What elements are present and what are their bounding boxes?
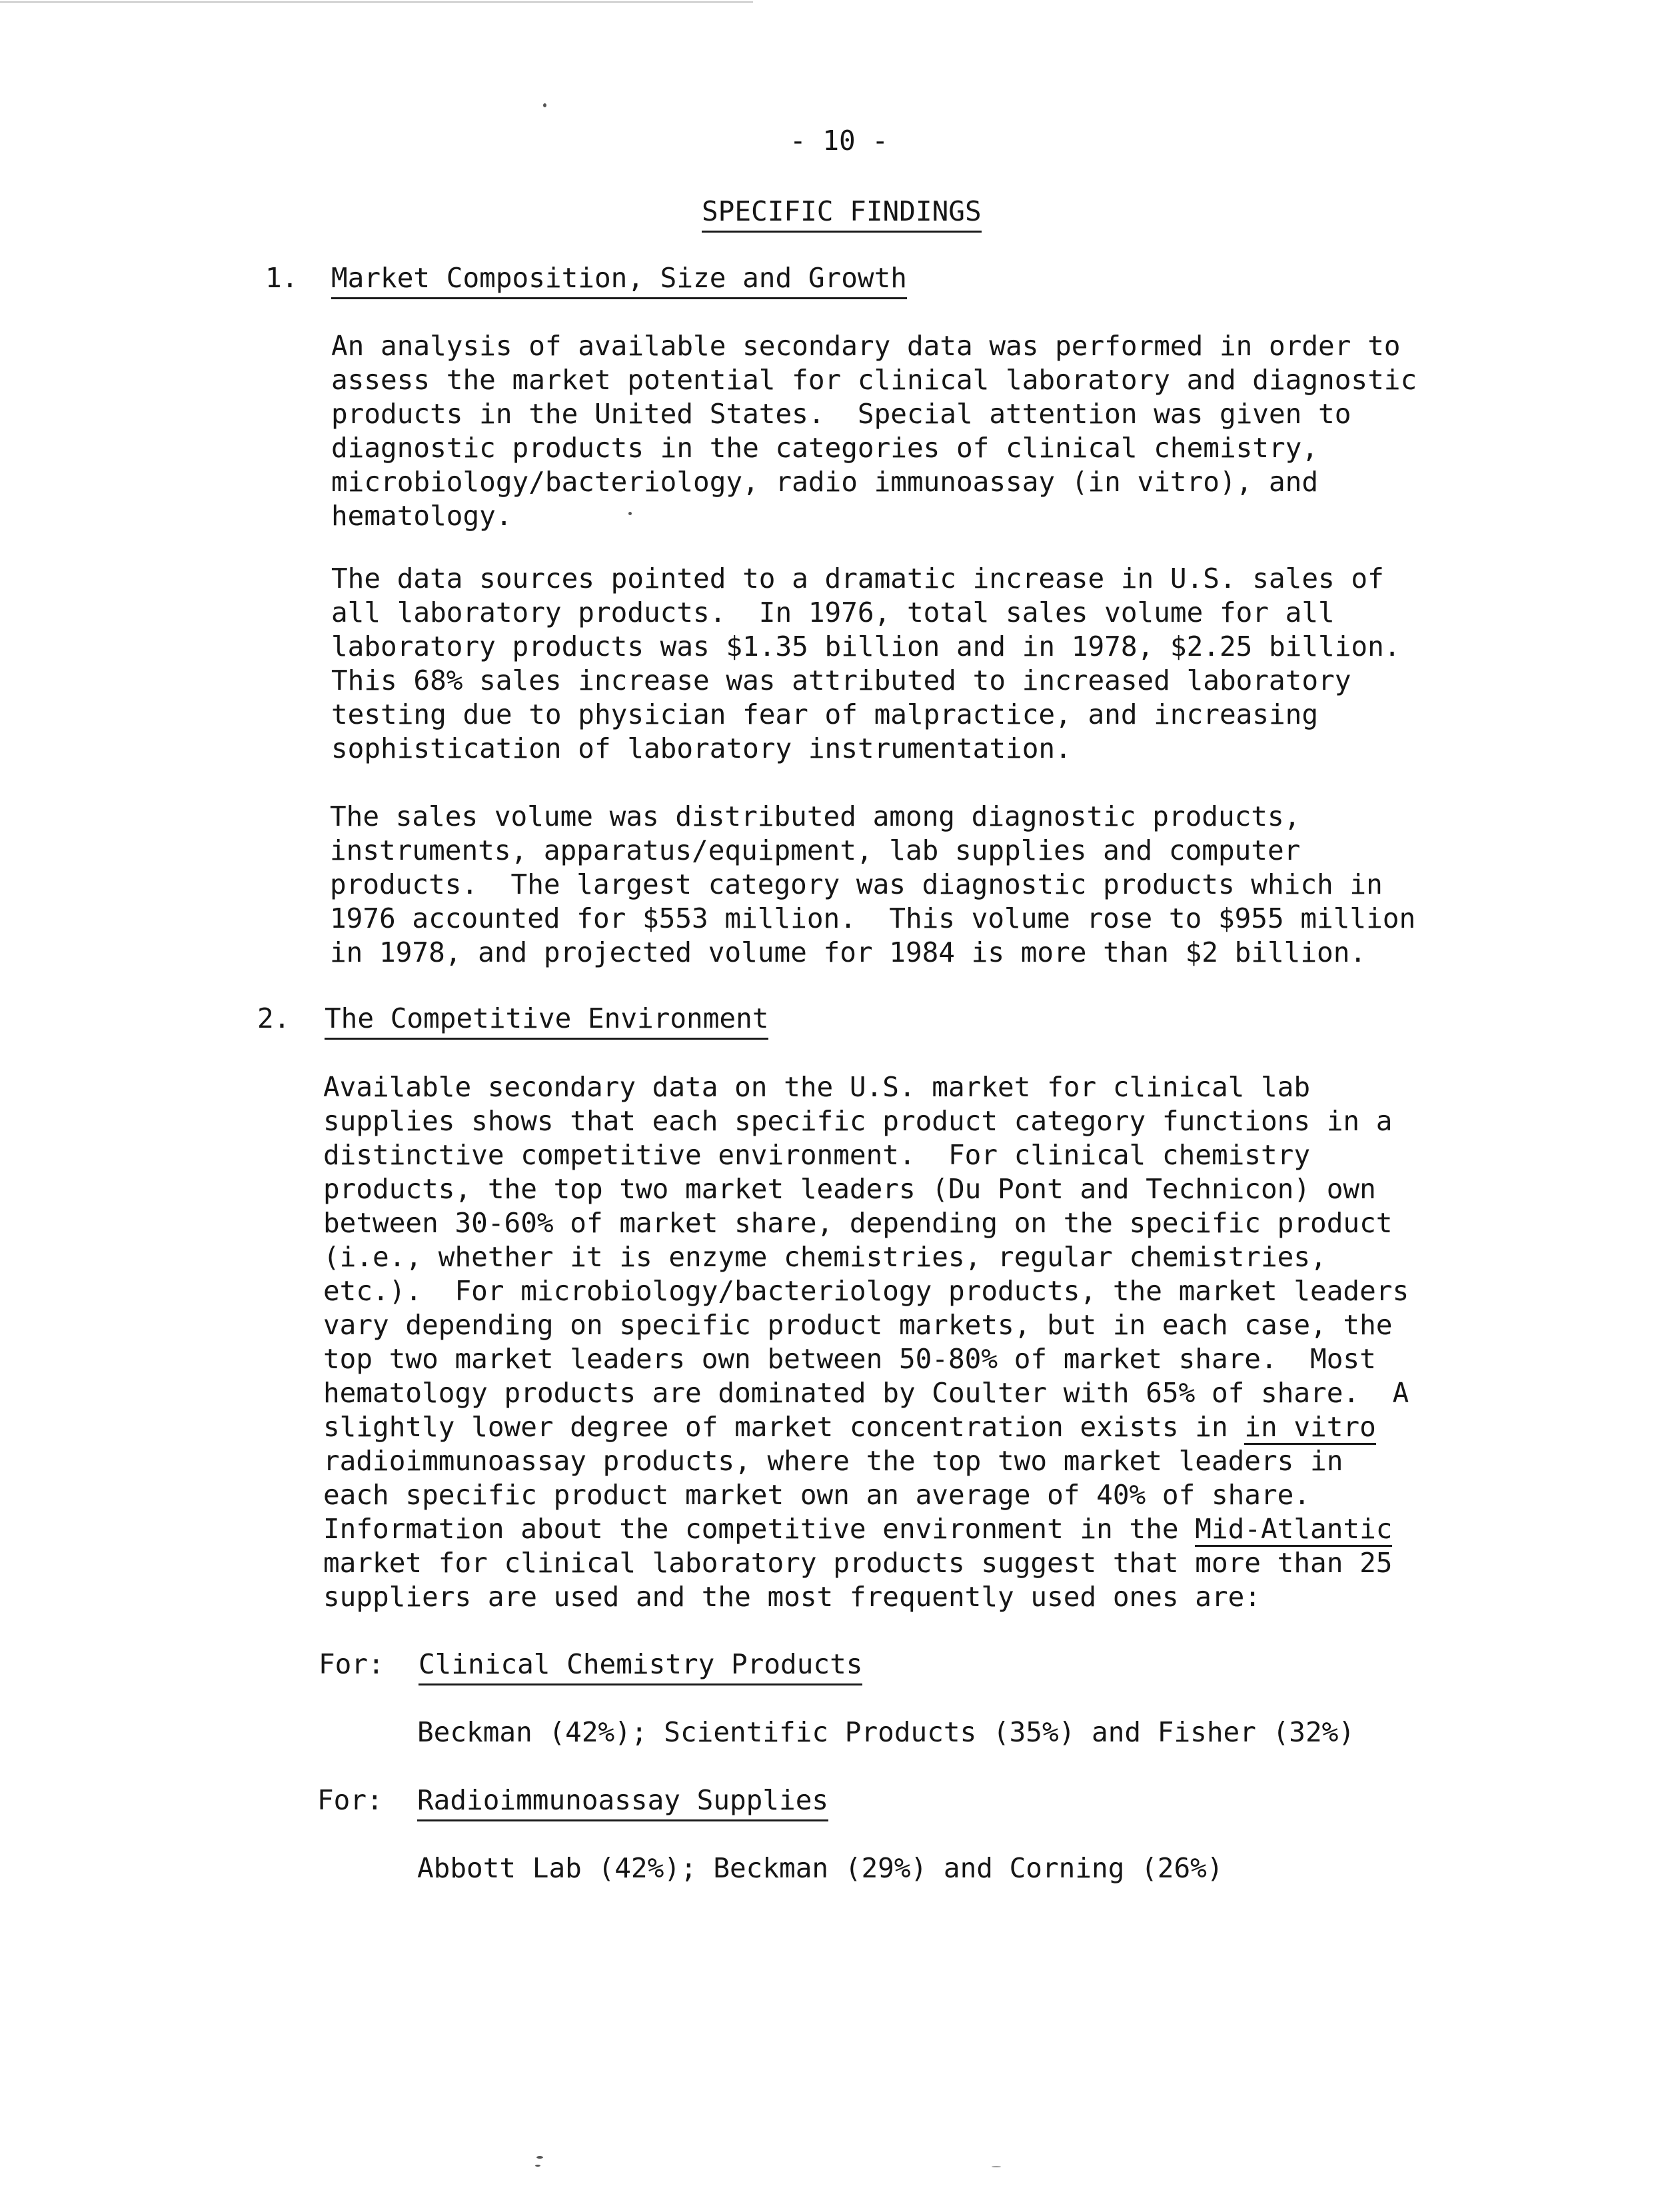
section-1-number: 1. xyxy=(265,262,299,294)
in-vitro-emphasis: in vitro xyxy=(1244,1411,1375,1445)
section-2-paragraph: Available secondary data on the U.S. market for clinical lab supplies shows that each specific product category functions in a distinctive competitive environment. For clinical chemistry products, the top two market leaders (Du Pont and Technicon) own between 30-60% of market share, depending on the specific product (i.e., whether it is enzyme chemistries, regular chemistries, etc.). For microbiology/bacteriology products, the market leaders vary depending on specific product markets, but in each case, the top two market leaders own between 50-80% of market share. Most hematology products are dominated by Coulter with 65% of share. A slightly lower degree of market concentration exists in in vitro radioimmunoassay products, where the top two market leaders in each specific product market own an average of 40% of share. Information about the competitive environment in the Mid-Atlantic market for clinical laboratory products suggest that more than 25 suppliers are used and the most frequently used ones are: xyxy=(323,1071,1409,1613)
scan-speck xyxy=(536,2156,543,2159)
supplier-group-2-prefix: For: xyxy=(317,1784,383,1816)
supplier-group-1-list: Beckman (42%); Scientific Products (35%) and Fisher (32%) xyxy=(417,1716,1355,1748)
section-2-title: The Competitive Environment xyxy=(325,1002,768,1040)
mid-atlantic-emphasis: Mid-Atlantic xyxy=(1195,1513,1392,1547)
section-1-paragraph-3: The sales volume was distributed among diagnostic products, instruments, apparatus/equipment, lab supplies and computer products. The largest category was diagnostic products which in 1976 accounted for $553 million. This volume rose to $955 million in 1978, and projected volume for 1984 is more than $2 billion. xyxy=(330,800,1416,968)
supplier-group-2-list: Abbott Lab (42%); Beckman (29%) and Corning (26%) xyxy=(417,1852,1224,1884)
page-number: - 10 - xyxy=(790,125,889,157)
section-1-paragraph-2: The data sources pointed to a dramatic increase in U.S. sales of all laboratory products. In 1976, total sales volume for all laboratory products was $1.35 billion and in 1978, $2.25 billion. This 68% sales increase was attributed to increased laboratory testing due to physician fear of malpractice, and increasing sophistication of laboratory instrumentation. xyxy=(331,562,1401,764)
scan-speck xyxy=(535,2165,540,2167)
section-heading: SPECIFIC FINDINGS xyxy=(702,195,982,233)
section-1-paragraph-1: An analysis of available secondary data was performed in order to assess the market potential for clinical laboratory and diagnostic products in the United States. Special attention was given to diagnostic products in the categories of clinical chemistry, microbiology/bacteriology, radio immunoassay (in vitro), and hematology. xyxy=(331,330,1417,532)
supplier-group-1-category: Clinical Chemistry Products xyxy=(419,1647,862,1685)
scan-speck xyxy=(543,103,546,107)
scan-speck xyxy=(992,2166,1001,2167)
scan-edge-line xyxy=(0,1,753,3)
section-2-number: 2. xyxy=(257,1002,291,1034)
scan-speck xyxy=(628,512,632,515)
supplier-group-2-category: Radioimmunoassay Supplies xyxy=(417,1783,828,1821)
supplier-group-1-prefix: For: xyxy=(319,1648,385,1680)
section-1-title: Market Composition, Size and Growth xyxy=(331,261,907,299)
